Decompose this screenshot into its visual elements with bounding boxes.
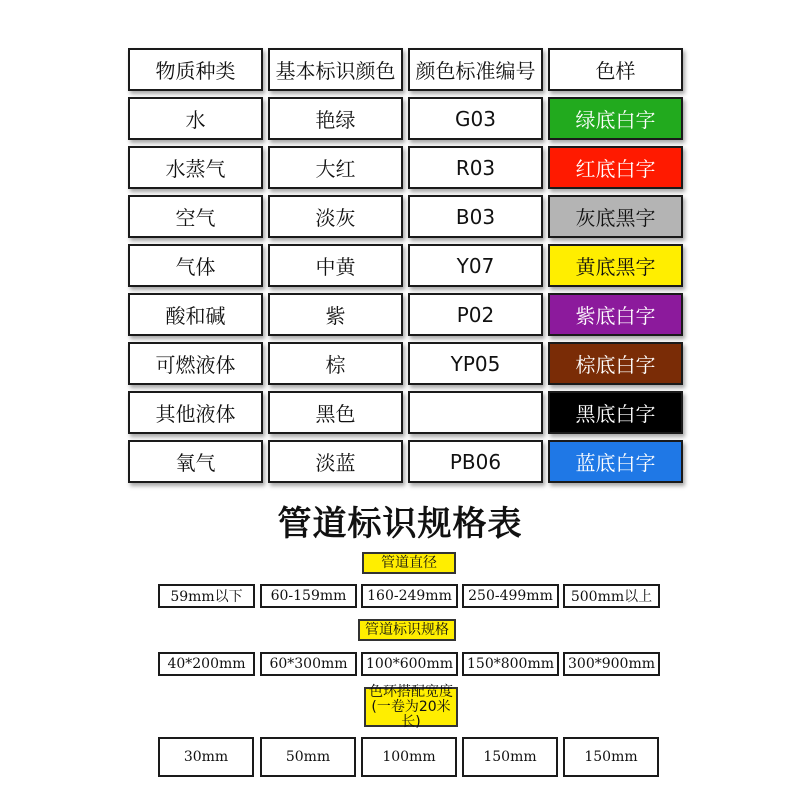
substance-cell: 其他液体 [128, 391, 263, 434]
label-spec-cell-1: 40*200mm [158, 652, 255, 676]
color-code-cell: B03 [408, 195, 543, 238]
ring-width-label [364, 683, 458, 730]
substance-cell: 氧气 [128, 440, 263, 483]
pipe-diameter-label: 管道直径 [362, 552, 456, 574]
color-code-cell: R03 [408, 146, 543, 189]
basic-color-cell: 艳绿 [268, 97, 403, 140]
ring-width-label-line1: 色环搭配宽度 [369, 683, 453, 700]
ring-width-cell-2: 50mm [260, 737, 356, 777]
color-sample-cell: 绿底白字 [548, 97, 683, 140]
substance-cell: 水 [128, 97, 263, 140]
basic-color-cell: 淡灰 [268, 195, 403, 238]
basic-color-cell: 棕 [268, 342, 403, 385]
color-sample-cell: 黄底黑字 [548, 244, 683, 287]
color-code-cell: G03 [408, 97, 543, 140]
label-spec-cell-2: 60*300mm [260, 652, 357, 676]
label-spec-cell-4: 150*800mm [462, 652, 559, 676]
color-code-cell: PB06 [408, 440, 543, 483]
ring-width-cell-4: 150mm [462, 737, 558, 777]
basic-color-cell: 黑色 [268, 391, 403, 434]
pipe-diameter-cell-1: 59mm以下 [158, 584, 255, 608]
substance-cell: 可燃液体 [128, 342, 263, 385]
ring-width-cell-5: 150mm [563, 737, 659, 777]
substance-cell: 水蒸气 [128, 146, 263, 189]
basic-color-cell: 大红 [268, 146, 403, 189]
header-basic-color: 基本标识颜色 [268, 48, 403, 91]
pipe-diameter-cell-2: 60-159mm [260, 584, 357, 608]
spec-title: 管道标识规格表 [277, 504, 523, 544]
color-sample-cell: 红底白字 [548, 146, 683, 189]
substance-cell: 酸和碱 [128, 293, 263, 336]
pipe-diameter-cell-5: 500mm以上 [563, 584, 660, 608]
basic-color-cell: 淡蓝 [268, 440, 403, 483]
color-sample-cell: 棕底白字 [548, 342, 683, 385]
color-code-cell: P02 [408, 293, 543, 336]
ring-width-cell-3: 100mm [361, 737, 457, 777]
substance-cell: 气体 [128, 244, 263, 287]
color-code-cell: YP05 [408, 342, 543, 385]
label-spec-cell-3: 100*600mm [361, 652, 458, 676]
pipe-diameter-cell-4: 250-499mm [462, 584, 559, 608]
color-sample-cell: 紫底白字 [548, 293, 683, 336]
pipe-diameter-cell-3: 160-249mm [361, 584, 458, 608]
label-spec-cell-5: 300*900mm [563, 652, 660, 676]
color-code-cell: Y07 [408, 244, 543, 287]
substance-cell: 空气 [128, 195, 263, 238]
header-substance: 物质种类 [128, 48, 263, 91]
ring-width-cell-1: 30mm [158, 737, 254, 777]
header-sample: 色样 [548, 48, 683, 91]
color-sample-cell: 黑底白字 [548, 391, 683, 434]
header-color-code: 颜色标准编号 [408, 48, 543, 91]
color-code-cell [408, 391, 543, 434]
basic-color-cell: 中黄 [268, 244, 403, 287]
color-sample-cell: 蓝底白字 [548, 440, 683, 483]
ring-width-label-line2: (一卷为20米长) [371, 698, 451, 730]
basic-color-cell: 紫 [268, 293, 403, 336]
color-sample-cell: 灰底黑字 [548, 195, 683, 238]
label-spec-label: 管道标识规格 [358, 619, 456, 641]
